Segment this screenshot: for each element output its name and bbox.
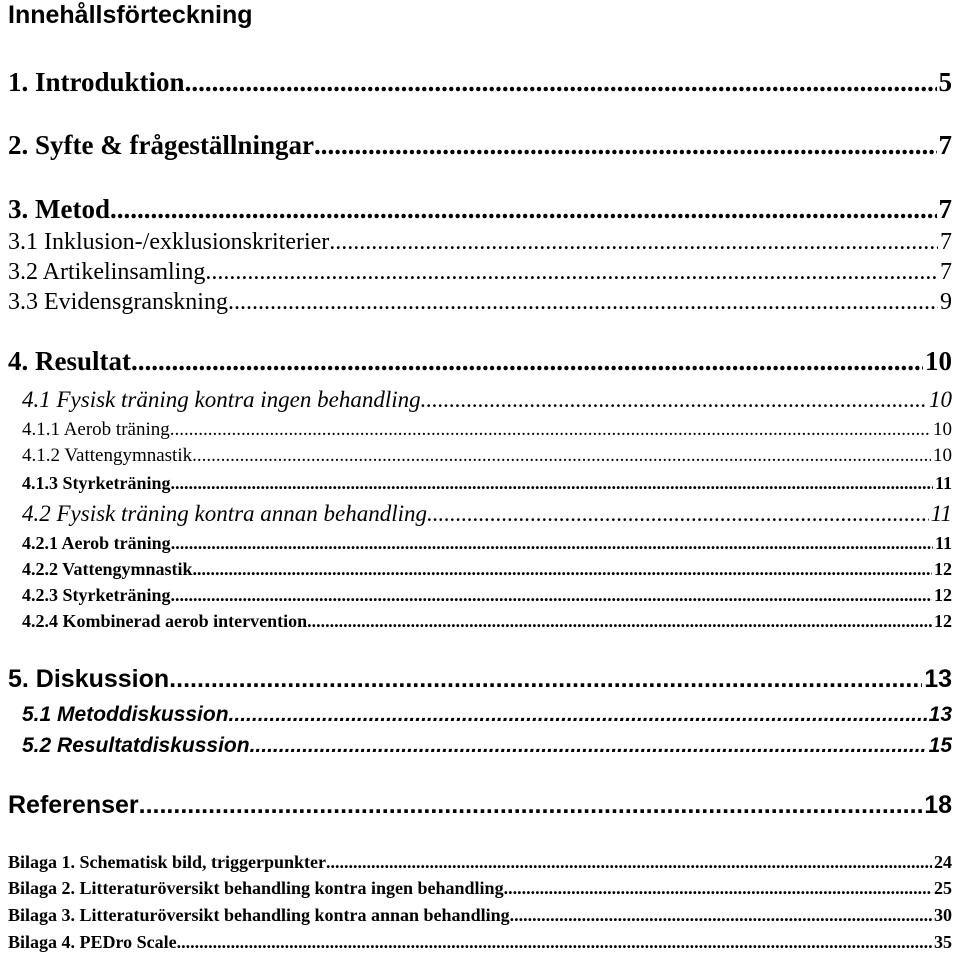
toc-entry-label: 2. Syfte & frågeställningar [8,130,314,160]
toc-entry-metoddiskussion[interactable] [22,702,952,728]
toc-entry-label: 3.1 Inklusion-/exklusionskriterier [8,229,330,255]
toc-entry-label: 4.2.1 Aerob träning [22,533,171,553]
toc-entry-label: 4.1 Fysisk träning kontra ingen behandling [22,387,421,412]
toc-entry-label: 5.2 Resultatdiskussion [22,734,250,757]
toc-entry-label: 4.2.2 Vattengymnastik [22,559,193,579]
toc-entry-label: 5. Diskussion [8,665,170,693]
toc-entry-metod[interactable] [8,193,952,225]
toc-entry-artikelinsamling[interactable] [8,258,952,286]
toc-entry-page: 24 [934,852,952,872]
toc-entry-label: Bilaga 2. Litteraturöversikt behandling kontra ingen behandling. [8,878,509,898]
toc-entry-label: 4.1.3 Styrketräning [22,473,171,493]
toc-entry-label: 4.2.4 Kombinerad aerob intervention [22,611,308,631]
toc-entry-page: 5 [938,67,952,97]
toc-entry-label: 1. Introduktion [8,67,185,97]
toc-entry-label: 4.2 Fysisk träning kontra annan behandling. [22,501,433,526]
toc-entry-page: 12 [934,559,952,579]
toc-entry-424-kombinerad[interactable] [22,609,952,633]
toc-entry-bilaga-3[interactable] [8,904,952,926]
toc-entry-page: 15 [928,734,952,757]
toc-entry-label: 4. Resultat [8,346,131,376]
toc-entry-page: 7 [938,194,952,224]
toc-entry-fysisk-annan[interactable] [22,500,952,528]
toc-entry-bilaga-2[interactable] [8,877,952,899]
toc-entry-page: 10 [925,346,952,376]
toc-entry-page: 10 [929,387,952,412]
toc-entry-bilaga-4[interactable] [8,931,952,953]
toc-entry-label: Bilaga 4. PEDro Scale [8,932,177,952]
toc-entry-syfte[interactable] [8,129,952,161]
toc-entry-421-aerob[interactable] [22,531,952,555]
toc-entry-page: 12 [934,611,952,631]
toc-entry-page: 7 [938,130,952,160]
toc-entry-label: Referenser [8,791,139,819]
toc-entry-page: 7 [940,229,952,255]
toc-entry-label: Bilaga 3. Litteraturöversikt behandling kontra annan behandling [8,905,510,925]
toc-entry-page: 7 [940,259,952,285]
toc-entry-423-styrke[interactable] [22,583,952,607]
toc-entry-page: 13 [924,665,952,693]
toc-entry-introduktion[interactable] [8,66,952,98]
toc-entry-label: 3.2 Artikelinsamling [8,259,206,285]
toc-entry-page: 9 [940,289,952,315]
toc-entry-412-vatten[interactable] [22,444,952,468]
toc-entry-page: 10 [933,419,952,440]
toc-entry-label: 3. Metod [8,194,110,224]
toc-entry-resultat[interactable] [8,345,952,377]
toc-entry-page: 30 [934,905,952,925]
toc-entry-label: 3.3 Evidensgranskning [8,289,228,315]
toc-entry-page: 11 [930,501,952,526]
toc-entry-referenser[interactable] [8,790,952,820]
toc-entry-page: 11 [934,473,952,493]
toc-entry-label: Bilaga 1. Schematisk bild, triggerpunkter [8,852,327,872]
toc-entry-page: 11 [934,533,952,553]
toc-entry-label: 5.1 Metoddiskussion [22,703,229,726]
toc-entry-page: 25 [934,878,952,898]
toc-entry-422-vatten[interactable] [22,557,952,581]
toc-entry-413-styrke[interactable] [22,471,952,495]
toc-entry-evidensgranskning[interactable] [8,288,952,316]
toc-entry-inklusion[interactable] [8,228,952,256]
toc-entry-page: 35 [934,932,952,952]
toc-entry-diskussion[interactable] [8,664,952,694]
toc-entry-page: 12 [934,585,952,605]
toc-entry-fysisk-ingen[interactable] [22,386,952,414]
toc-entry-page: 18 [924,791,952,819]
toc-entry-bilaga-1[interactable] [8,851,952,873]
toc-entry-page: 13 [928,703,952,726]
toc-entry-411-aerob[interactable] [22,418,952,442]
toc-entry-page: 10 [933,445,952,466]
toc-entry-label: 4.1.1 Aerob träning [22,419,170,440]
toc-entry-label: 4.2.3 Styrketräning [22,585,171,605]
toc-title: Innehållsförteckning [8,1,253,29]
toc-entry-resultatdiskussion[interactable] [22,733,952,759]
toc-entry-label: 4.1.2 Vattengymnastik [22,445,193,466]
